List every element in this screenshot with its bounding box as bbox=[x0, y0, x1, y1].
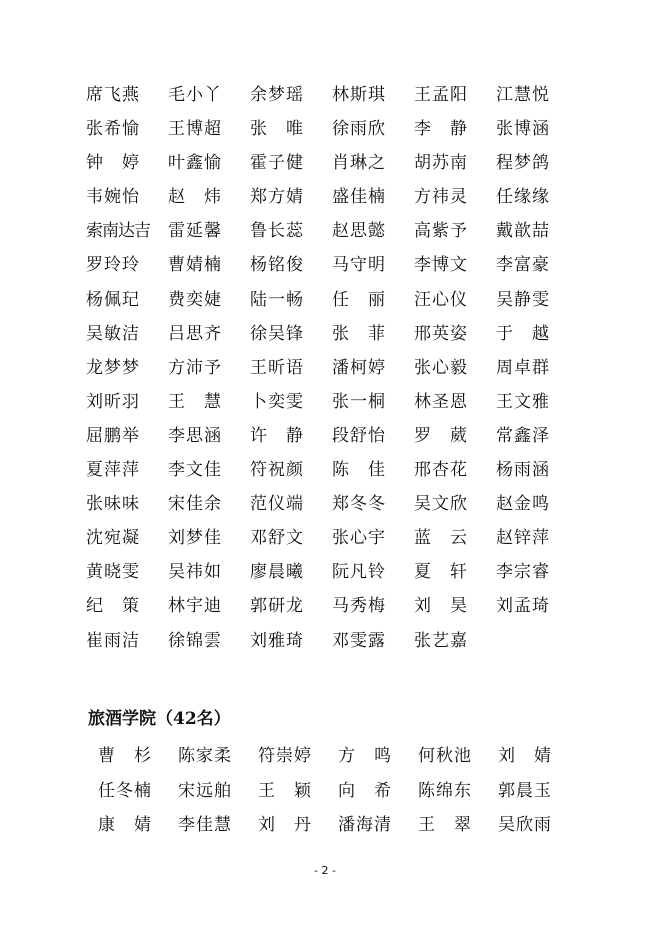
name-cell: 霍子健 bbox=[250, 153, 304, 174]
name-cell: 卜奕雯 bbox=[250, 391, 304, 412]
name-cell: 廖晨曦 bbox=[250, 562, 304, 583]
name-cell: 雷延馨 bbox=[168, 221, 222, 242]
name-cell: 刘昕羽 bbox=[86, 391, 140, 412]
name-cell: 何秋池 bbox=[418, 746, 472, 766]
name-cell: 夏萍萍 bbox=[86, 460, 140, 481]
name-cell: 肖琳之 bbox=[332, 153, 386, 174]
name-cell: 余梦瑶 bbox=[250, 85, 304, 105]
name-list-main bbox=[86, 78, 576, 658]
section-heading: 旅酒学院（42名） bbox=[88, 709, 231, 729]
name-cell: 符崇婷 bbox=[258, 746, 312, 766]
name-cell: 马秀梅 bbox=[332, 596, 386, 617]
name-cell: 张 唯 bbox=[250, 119, 304, 140]
name-cell: 陈绵东 bbox=[418, 780, 472, 801]
name-cell: 罗 葳 bbox=[414, 425, 468, 446]
name-cell: 方 鸣 bbox=[338, 746, 392, 766]
name-cell: 程梦鸽 bbox=[496, 153, 550, 174]
name-cell: 邓雯露 bbox=[332, 630, 386, 651]
name-cell: 李 静 bbox=[414, 119, 468, 140]
name-cell: 方沛予 bbox=[168, 357, 222, 378]
name-cell: 阮凡铃 bbox=[332, 562, 386, 583]
name-cell: 李宗睿 bbox=[496, 562, 550, 583]
name-cell: 吴欣雨 bbox=[498, 815, 552, 835]
name-cell: 郭研龙 bbox=[250, 596, 304, 617]
name-cell: 屈鹏举 bbox=[86, 425, 140, 446]
name-cell: 高紫予 bbox=[414, 221, 468, 242]
name-cell: 赵思懿 bbox=[332, 221, 386, 242]
name-cell: 龙梦梦 bbox=[86, 357, 140, 378]
name-cell: 许 静 bbox=[250, 425, 304, 446]
name-cell: 罗玲玲 bbox=[86, 255, 140, 276]
name-cell: 王 颖 bbox=[258, 780, 312, 801]
name-cell: 吴敏洁 bbox=[86, 323, 140, 344]
name-cell: 鲁长蕊 bbox=[250, 221, 304, 242]
name-cell: 刘 婧 bbox=[498, 746, 552, 766]
name-cell: 王昕语 bbox=[250, 357, 304, 378]
name-cell: 费奕婕 bbox=[168, 289, 222, 310]
name-cell: 陈家柔 bbox=[178, 746, 232, 766]
name-cell: 崔雨洁 bbox=[86, 630, 140, 651]
name-cell: 张心毅 bbox=[414, 357, 468, 378]
name-cell: 戴歆喆 bbox=[496, 221, 550, 242]
name-cell: 林斯琪 bbox=[332, 85, 386, 105]
name-cell: 杨铭俊 bbox=[250, 255, 304, 276]
name-cell: 段舒怡 bbox=[332, 425, 386, 446]
name-cell: 吴文欣 bbox=[414, 494, 468, 515]
name-cell: 汪心仪 bbox=[414, 289, 468, 310]
name-cell: 韦婉怡 bbox=[86, 187, 140, 208]
name-cell: 徐雨欣 bbox=[332, 119, 386, 140]
name-cell: 方祎灵 bbox=[414, 187, 468, 208]
name-list-section bbox=[98, 739, 578, 843]
name-cell: 宋远舶 bbox=[178, 780, 232, 801]
name-cell: 吕思齐 bbox=[168, 323, 222, 344]
name-cell: 宋佳余 bbox=[168, 494, 222, 515]
name-cell: 曹婧楠 bbox=[168, 255, 222, 276]
name-cell: 赵锌萍 bbox=[496, 528, 550, 549]
name-cell: 张 菲 bbox=[332, 323, 386, 344]
name-cell: 邢英姿 bbox=[414, 323, 468, 344]
name-cell: 范仪端 bbox=[250, 494, 304, 515]
name-cell: 胡苏南 bbox=[414, 153, 468, 174]
name-cell: 刘 丹 bbox=[258, 815, 312, 835]
name-cell: 索南达吉 bbox=[86, 221, 150, 242]
name-cell: 张心宇 bbox=[332, 528, 386, 549]
name-cell: 张味味 bbox=[86, 494, 140, 515]
name-cell: 刘雅琦 bbox=[250, 630, 304, 651]
name-cell: 蓝 云 bbox=[414, 528, 468, 549]
page-number: - 2 - bbox=[314, 864, 336, 877]
name-cell: 席飞燕 bbox=[86, 85, 140, 105]
name-cell: 郑冬冬 bbox=[332, 494, 386, 515]
name-cell: 徐吴锋 bbox=[250, 323, 304, 344]
name-cell: 邓舒文 bbox=[250, 528, 304, 549]
name-cell: 江慧悦 bbox=[496, 85, 550, 105]
name-cell: 吴静雯 bbox=[496, 289, 550, 310]
name-cell: 潘柯婷 bbox=[332, 357, 386, 378]
name-cell: 符祝颜 bbox=[250, 460, 304, 481]
name-cell: 钟 婷 bbox=[86, 153, 140, 174]
name-cell: 郑方婧 bbox=[250, 187, 304, 208]
name-cell: 潘海清 bbox=[338, 815, 392, 835]
name-cell: 陈 佳 bbox=[332, 460, 386, 481]
name-cell: 刘 昊 bbox=[414, 596, 468, 617]
name-cell: 陆一畅 bbox=[250, 289, 304, 310]
name-cell: 任缘缘 bbox=[496, 187, 550, 208]
name-cell: 李博文 bbox=[414, 255, 468, 276]
name-cell: 郭晨玉 bbox=[498, 780, 552, 801]
name-cell: 赵金鸣 bbox=[496, 494, 550, 515]
name-cell: 杨雨涵 bbox=[496, 460, 550, 481]
name-cell: 王 慧 bbox=[168, 391, 222, 412]
name-cell: 纪 策 bbox=[86, 596, 140, 617]
name-cell: 任 丽 bbox=[332, 289, 386, 310]
name-cell: 毛小丫 bbox=[168, 85, 222, 105]
name-cell: 王博超 bbox=[168, 119, 222, 140]
name-cell: 邢杏花 bbox=[414, 460, 468, 481]
name-cell: 常鑫泽 bbox=[496, 425, 550, 446]
name-cell: 王文雅 bbox=[496, 391, 550, 412]
name-cell: 张一桐 bbox=[332, 391, 386, 412]
name-cell: 向 希 bbox=[338, 780, 392, 801]
name-cell: 李富豪 bbox=[496, 255, 550, 276]
name-cell: 曹 杉 bbox=[98, 746, 152, 766]
name-cell: 徐锦雲 bbox=[168, 630, 222, 651]
name-cell: 刘孟琦 bbox=[496, 596, 550, 617]
name-cell: 任冬楠 bbox=[98, 780, 152, 801]
name-cell: 张艺嘉 bbox=[414, 630, 468, 651]
name-cell: 李文佳 bbox=[168, 460, 222, 481]
name-cell: 叶鑫愉 bbox=[168, 153, 222, 174]
name-cell: 林宇迪 bbox=[168, 596, 222, 617]
name-cell: 于 越 bbox=[496, 323, 550, 344]
name-cell: 王 翠 bbox=[418, 815, 472, 835]
name-cell: 张博涵 bbox=[496, 119, 550, 140]
name-cell: 张希愉 bbox=[86, 119, 140, 140]
name-cell: 杨佩玘 bbox=[86, 289, 140, 310]
name-cell: 李思涵 bbox=[168, 425, 222, 446]
name-cell: 周卓群 bbox=[496, 357, 550, 378]
name-cell: 盛佳楠 bbox=[332, 187, 386, 208]
name-cell: 夏 轩 bbox=[414, 562, 468, 583]
name-cell: 黄晓雯 bbox=[86, 562, 140, 583]
name-cell: 赵 炜 bbox=[168, 187, 222, 208]
name-cell: 李佳慧 bbox=[178, 815, 232, 835]
name-cell: 刘梦佳 bbox=[168, 528, 222, 549]
name-cell: 康 婧 bbox=[98, 815, 152, 835]
name-cell: 沈宛凝 bbox=[86, 528, 140, 549]
name-cell: 林圣恩 bbox=[414, 391, 468, 412]
name-cell: 王孟阳 bbox=[414, 85, 468, 105]
name-cell: 吴祎如 bbox=[168, 562, 222, 583]
name-cell: 马守明 bbox=[332, 255, 386, 276]
